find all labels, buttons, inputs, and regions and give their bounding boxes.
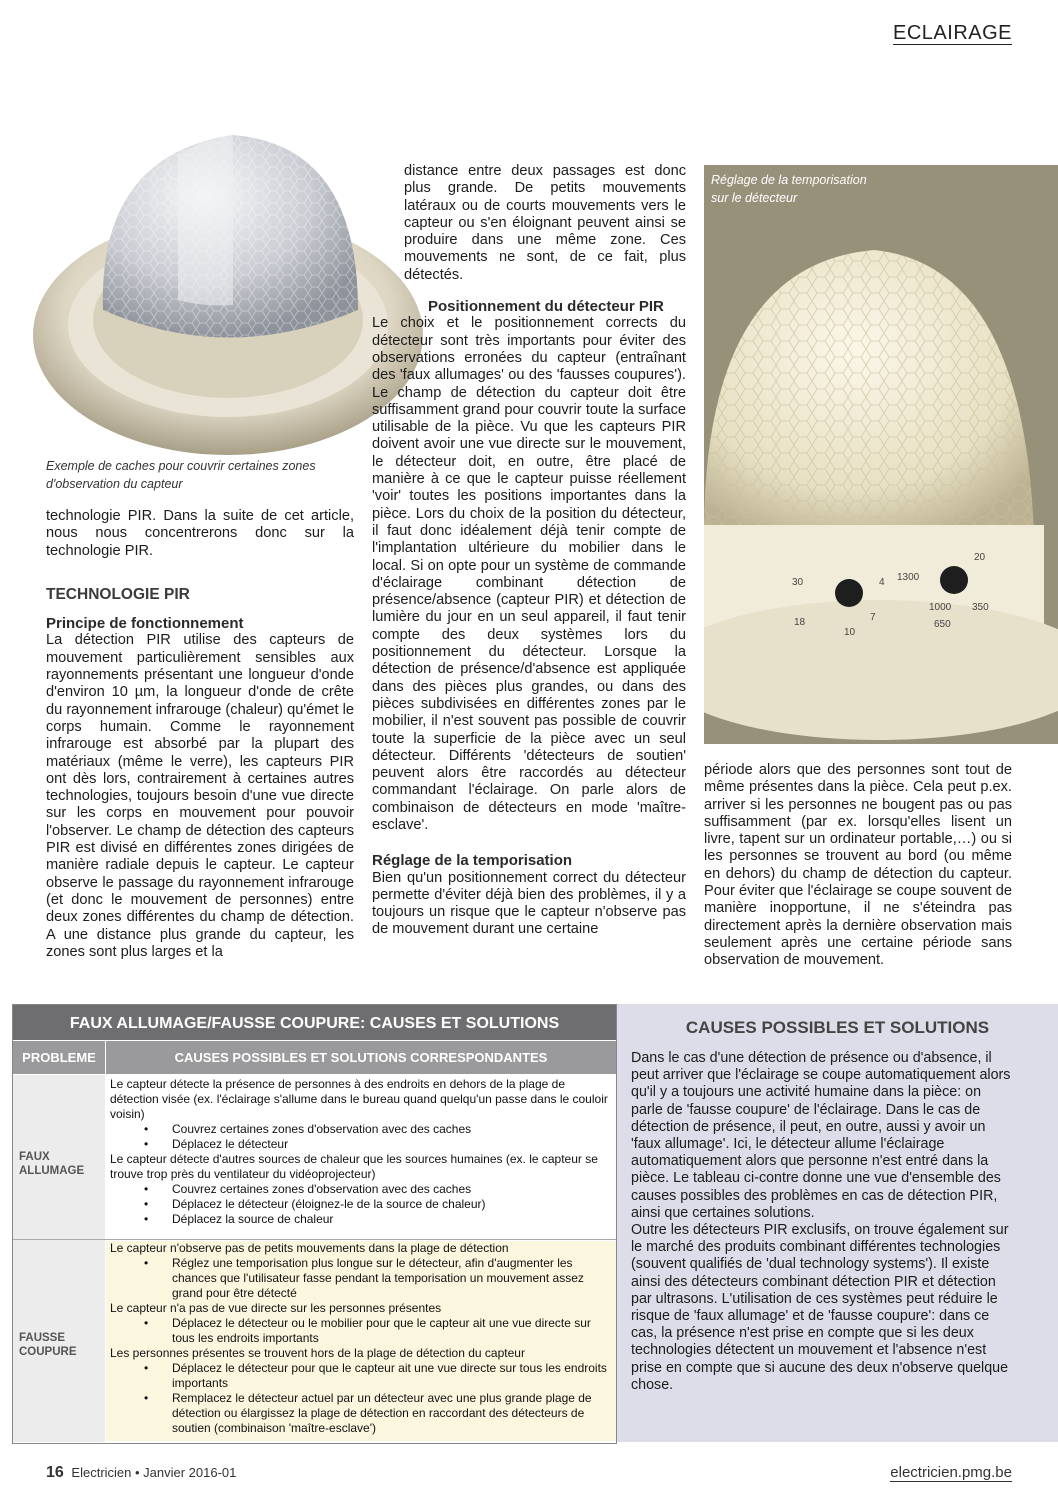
- cause-text: Le capteur détecte d'autres sources de chaleur que les sources humaines (ex. le capteur se trouve trop près du ventilateur du vidéoprojecteur): [110, 1152, 598, 1181]
- footer-page-info: [46, 1464, 236, 1482]
- col1-body: La détection PIR utilise des capteurs de mouvement particulièrement sensibles aux rayonnements présentant une longueur d'onde d'environ 10 µm, la longueur d'onde de crête du rayonnement infrarouge (chaleur) qu'émet le corps humain. Comme le rayonnement infrarouge est absorbé par la plupart des matériaux (même le verre), les capteurs PIR ont dès lors, contrairement à certaines autres technologies, toujours besoin d'une vue directe sur les corps en mouvement pour pouvoir l'observer. Le champ de détection des capteurs PIR est divisé en différentes zones dirigées de manière radiale depuis le capteur. Le capteur observe le passage du rayonnement infrarouge (et donc le mouvement de personnes) entre deux zones différentes du champ de détection. A une distance plus grande du capteur, les zones sont plus larges et la: [46, 632, 354, 960]
- dial-label: 10: [844, 627, 856, 638]
- detector-photo: [704, 165, 1058, 744]
- col1-intro: technologie PIR. Dans la suite de cet article, nous nous concentrerons donc sur la technologie PIR.: [46, 508, 354, 559]
- dial-label: 650: [934, 619, 951, 630]
- dial-label: 350: [972, 602, 989, 613]
- dial-label: 20: [974, 552, 986, 563]
- dome-cover-illustration: [28, 95, 428, 465]
- sidebar-title: CAUSES POSSIBLES ET SOLUTIONS: [685, 1018, 990, 1037]
- sidebar-para-2: Outre les détecteurs PIR exclusifs, on trouve également sur le marché des produits combinant différentes technologies (souvent qualifiés de 'dual technology systems'). Il existe ainsi des détecteurs combinant détection PIR et détection par ultrasons. L'utilisation de ces systèmes peut réduire le risque de 'faux allumage' et de 'fausse coupure': dans ce cas, la présence n'est prise en compte que si les deux technologies détectent un mouvement et l'absence n'est prise en compte que si aucune des deux n'observe quelque chose.: [631, 1222, 1009, 1393]
- solution-item: • Réglez une temporisation plus longue sur le détecteur, afin d'augmenter les chances que l'utilisateur fasse pendant la temporisation un mouvement assez grand pour être détecté: [106, 1256, 616, 1301]
- solution-item: • Déplacez le détecteur pour que le capteur ait une vue directe sur tous les endroits importants: [106, 1361, 616, 1391]
- heading-positionnement: Positionnement du détecteur PIR: [428, 298, 664, 316]
- sidebar-text: [631, 1050, 1011, 1394]
- section-title: ECLAIRAGE: [893, 22, 1012, 44]
- col2-body1: Le choix et le positionnement corrects du détecteur sont très importants pour éviter des observations erronées du capteur (entraînant des 'faux allumages' ou des 'fausses coupures'). Le champ de détection du capteur doit être suffisamment grand pour couvrir toute la surface utilisable de la pièce. Vu que les capteurs PIR doivent avoir une vue directe sur le mouvement, le détecteur doit, en outre, être placé de manière à ce que le capteur puisse réellement 'voir' toutes les positions importantes dans la pièce. Lors du choix de la position du détecteur, il faut donc idéalement déjà tenir compte de l'implantation ultérieure du mobilier dans le local. Si on opte pour un système de commande d'éclairage combinant détection de présence/absence (capteur PIR) et détection de lumière du jour en un seul appareil, il faut tenir compte des deux systèmes lors du positionnement du détecteur. Lorsque la détection de présence/d'absence est appliquée dans des pièces plus grandes, ou dans des pièces subdivisées en différentes zones par le mobilier, il n'est souvent pas possible de couvrir toute la superficie de la pièce avec un seul détecteur. Différents 'détecteurs de soutien' peuvent alors être raccordés au détecteur commandant l'éclairage. On parle alors de combinaison de détecteurs en mode 'maître-esclave'.: [372, 315, 686, 833]
- page-number: 16: [46, 1464, 64, 1481]
- photo-caption-line1: Réglage de la temporisation: [711, 173, 867, 187]
- table-row: [106, 1077, 616, 1227]
- photo-caption-line2: sur le détecteur: [711, 191, 798, 205]
- footer-url-link[interactable]: electricien.pmg.be: [890, 1464, 1012, 1481]
- table-header-probleme: PROBLEME: [13, 1041, 105, 1074]
- table-header-causes: CAUSES POSSIBLES ET SOLUTIONS CORRESPONDANTES: [106, 1041, 616, 1074]
- row-label-line1: FAUSSE: [19, 1332, 66, 1344]
- dial-label: 30: [792, 577, 804, 588]
- dial-label: 7: [870, 612, 876, 623]
- causes-solutions-table: [12, 1004, 617, 1444]
- cause-text: Les personnes présentes se trouvent hors de la plage de détection du capteur: [110, 1346, 525, 1360]
- cause-text: Le capteur détecte la présence de personnes à des endroits en dehors de la plage de détection visée (ex. l'éclairage s'allume dans le bureau quand quelqu'un passe dans le couloir voisin): [110, 1077, 608, 1121]
- solution-item: • Couvrez certaines zones d'observation avec des caches: [106, 1122, 616, 1137]
- figure-caption-left: Exemple de caches pour couvrir certaines zones d'observation du capteur: [46, 459, 316, 491]
- col3-body: période alors que des personnes sont tout de même présentes dans la pièce. Cela peut p.ex. arriver si les personnes ne bougent pas ou pas suffisamment (par ex. lorsqu'elles lisent un livre, tapent sur un ordinateur portable,…) ou si les personnes se trouvent au bord (ou même en dehors) du champ de détection du capteur. Pour éviter que l'éclairage se coupe souvent de manière inopportune, il ne s'éteindra pas directement après la dernière observation mais seulement après une certaine période sans observation de mouvement.: [704, 762, 1012, 969]
- magazine-issue: Electricien • Janvier 2016-01: [71, 1465, 237, 1480]
- row-label-fausse-coupure: [13, 1240, 105, 1442]
- column-1: [46, 508, 354, 961]
- heading-reglage: Réglage de la temporisation: [372, 852, 573, 870]
- column-3: [704, 762, 1012, 970]
- dial-label: 18: [794, 617, 806, 628]
- table-row: [106, 1241, 616, 1441]
- solution-item: • Remplacez le détecteur actuel par un détecteur avec une plus grande plage de détection ou élargissez la plage de détection en raccordant des détecteurs de soutien (combinaison 'maître-esclave'): [106, 1391, 616, 1436]
- dial-label: 4: [879, 577, 885, 588]
- row-label-faux-allumage: [13, 1075, 105, 1239]
- dial-label: 1300: [897, 572, 920, 583]
- col2-intro: distance entre deux passages est donc plus grande. De petits mouvements latéraux ou de courts mouvements vers le capteur ou s'en éloignant peuvent ainsi se produire dans une même zone. Ces mouvements ne sont, de ce fait, plus détectés.: [404, 163, 686, 283]
- row-label-line2: COUPURE: [19, 1346, 77, 1358]
- figure-caption-right: [711, 171, 867, 207]
- row-label-line1: FAUX: [19, 1151, 50, 1163]
- subheading-principe: Principe de fonctionnement: [46, 615, 244, 633]
- solution-item: • Déplacez la source de chaleur: [106, 1212, 616, 1227]
- cause-text: Le capteur n'a pas de vue directe sur les personnes présentes: [110, 1301, 442, 1315]
- row-label-line2: ALLUMAGE: [19, 1165, 85, 1177]
- sidebar-para-1: Dans le cas d'une détection de présence ou d'absence, il peut arriver que l'éclairage se coupe automatiquement alors qu'il y a toujours une activité humaine dans la pièce: on parle de 'fausse coupure' de l'éclairage. Dans le cas de détection de présence, il peut, en outre, aussi y avoir un 'faux allumage'. Ici, le détecteur allume l'éclairage automatiquement alors que personne n'est entré dans la pièce. Le tableau ci-contre donne une vue d'ensemble des causes possibles des problèmes en cas de détection PIR, ainsi que certaines solutions.: [631, 1050, 1011, 1221]
- dial-label: 1000: [929, 602, 952, 613]
- col2-body2: Bien qu'un positionnement correct du détecteur permette d'éviter déjà bien des problèmes, il y a toujours un risque que le capteur n'observe pas de mouvement durant une certaine: [372, 869, 686, 938]
- solution-item: • Déplacez le détecteur (éloignez-le de la source de chaleur): [106, 1197, 616, 1212]
- heading-technologie-pir: TECHNOLOGIE PIR: [46, 585, 190, 603]
- solution-item: • Couvrez certaines zones d'observation avec des caches: [106, 1182, 616, 1197]
- column-2: [372, 163, 686, 939]
- table-title: FAUX ALLUMAGE/FAUSSE COUPURE: CAUSES ET SOLUTIONS: [13, 1005, 616, 1040]
- solution-item: • Déplacez le détecteur: [106, 1137, 616, 1152]
- sidebar-box: [617, 1004, 1058, 1442]
- solution-item: • Déplacez le détecteur ou le mobilier pour que le capteur ait une vue directe sur tous les endroits importants: [106, 1316, 616, 1346]
- cause-text: Le capteur n'observe pas de petits mouvements dans la plage de détection: [110, 1241, 509, 1255]
